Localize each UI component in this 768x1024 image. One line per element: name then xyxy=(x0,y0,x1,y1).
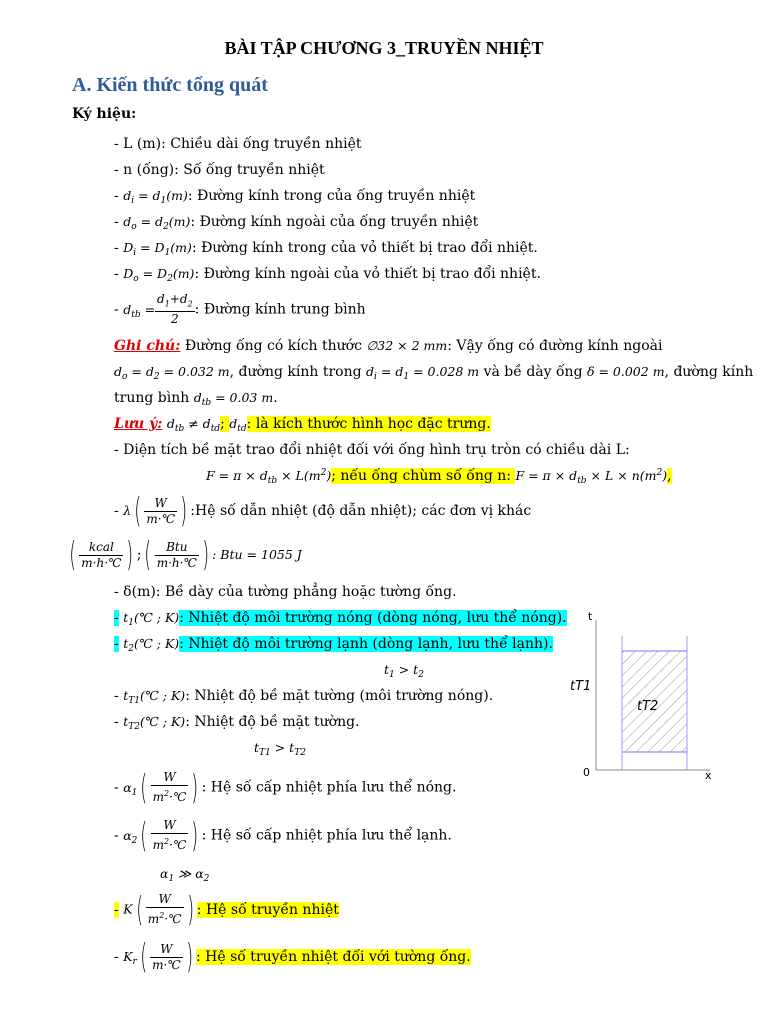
def-dtb: - $d_{tb}$ = $\frac{d_1+d_2}{2}$ : Đường kính trung bình xyxy=(114,292,366,327)
def-do: - $d_o = d_2(m)$: Đường kính ngoài của ống truyền nhiệt xyxy=(114,214,479,232)
luu-y-line: Lưu ý: $d_{tb} \ne d_{td}$; $d_{td}$: là kích thước hình học đặc trưng. xyxy=(114,416,491,434)
def-Kr: - $K_r$( $\frac{W}{m\cdot℃}$ ) : Hệ số truyền nhiệt đối với tường ống. xyxy=(114,937,471,977)
def-t2-text: : Nhiệt độ môi trường lạnh (dòng lạnh, lưu thể lạnh). xyxy=(179,636,553,652)
def-Do: - $D_o = D_2(m)$: Đường kính ngoài của vỏ thiết bị trao đổi nhiệt. xyxy=(114,266,541,284)
section-heading-a: A. Kiến thức tổng quát xyxy=(72,74,268,96)
t-axis-label: t xyxy=(588,610,593,623)
luu-y-label: Lưu ý: xyxy=(114,416,163,432)
def-di: - $d_i = d_1(m)$: Đường kính trong của ống truyền nhiệt xyxy=(114,188,476,206)
def-L: - L (m): Chiều dài ống truyền nhiệt xyxy=(114,136,362,152)
luu-y-text: : là kích thước hình học đặc trưng. xyxy=(246,416,491,432)
note-text-2: : Vậy ống có đường kính ngoài xyxy=(447,338,663,354)
def-tT1: - $t_{T1}(℃$ ; K): Nhiệt độ bề mặt tường (môi trường nóng). xyxy=(114,688,494,706)
temperature-diagram xyxy=(565,608,725,780)
note-text-5: , đường kính xyxy=(664,364,754,380)
def-Di: - $D_i = D_1(m)$: Đường kính trong của vỏ thiết bị trao đổi nhiệt. xyxy=(114,240,538,258)
def-delta: - δ(m): Bề dày của tường phẳng hoặc tường ống. xyxy=(114,584,457,600)
notation-heading: Ký hiệu: xyxy=(72,106,137,122)
note-delta-value: δ = 0.002 m xyxy=(586,364,665,379)
note-text-3: , đường kính trong xyxy=(229,364,367,380)
alpha-compare: $\alpha_1$ ≫ $\alpha_2$ xyxy=(160,866,210,884)
origin-label: 0 xyxy=(583,766,590,779)
t1-gt-t2: $t_1 > t_2$ xyxy=(384,662,424,680)
page-title: BÀI TẬP CHƯƠNG 3_TRUYỀN NHIỆT xyxy=(224,38,544,58)
note-line-1 xyxy=(114,338,662,354)
def-tT1-text: : Nhiệt độ bề mặt tường (môi trường nóng). xyxy=(185,688,494,704)
def-alpha2: - $\alpha_2$( $\frac{W}{m^2\cdot℃}$ ) : Hệ số cấp nhiệt phía lưu thể lạnh. xyxy=(114,815,452,856)
def-tT2-text: : Nhiệt độ bề mặt tường. xyxy=(185,714,360,730)
def-alpha1: - $\alpha_1$( $\frac{W}{m^2\cdot℃}$ ) : Hệ số cấp nhiệt phía lưu thể nóng. xyxy=(114,767,457,808)
def-tT2: - $t_{T2}(℃$ ; K): Nhiệt độ bề mặt tường. xyxy=(114,714,360,732)
x-axis-label: x xyxy=(705,769,712,780)
area-formula: $F = \pi \times d_{tb} \times L(m^2)$; nếu ống chùm số ống n: $F = \pi \times d_{tb} \times L \times n(m^2)$, xyxy=(206,468,672,486)
def-K-text: : Hệ số truyền nhiệt xyxy=(196,901,339,918)
note-line-2: $d_o = d_2 = 0.032$ m, đường kính trong $d_i = d_1 = 0.028$ m và bề dày ống δ = 0.002 m, đường kính xyxy=(114,364,754,382)
tT1-gt-tT2: $t_{T1} > t_{T2}$ xyxy=(254,740,306,758)
def-alpha1-text: : Hệ số cấp nhiệt phía lưu thể nóng. xyxy=(201,779,457,796)
def-t2: - $t_2(℃$ ; K): Nhiệt độ môi trường lạnh (dòng lạnh, lưu thể lạnh). xyxy=(114,636,553,654)
def-do-text: : Đường kính ngoài của ống truyền nhiệt xyxy=(190,214,479,230)
area-mid-text: ; nếu ống chùm số ống n: xyxy=(331,468,516,484)
def-dtb-text: : Đường kính trung bình xyxy=(194,301,366,318)
def-t1-text: : Nhiệt độ môi trường nóng (dòng nóng, lưu thể nóng). xyxy=(179,610,567,626)
def-Kr-text: : Hệ số truyền nhiệt đối với tường ống. xyxy=(196,949,471,965)
def-Do-text: : Đường kính ngoài của vỏ thiết bị trao đổi nhiệt. xyxy=(194,266,541,282)
def-Di-text: : Đường kính trong của vỏ thiết bị trao đổi nhiệt. xyxy=(191,240,538,256)
note-line-3: trung bình $d_{tb} = 0.03$ m. xyxy=(114,390,278,408)
def-alpha2-text: : Hệ số cấp nhiệt phía lưu thể lạnh. xyxy=(201,827,452,844)
area-line-1: - Diện tích bề mặt trao đổi nhiệt đối với ống hình trụ tròn có chiều dài L: xyxy=(114,442,630,458)
tT2-label: tT2 xyxy=(637,699,659,714)
note-text-6: trung bình xyxy=(114,390,194,406)
def-lambda: - λ( $\frac{W}{m\cdot℃}$ ) :Hệ số dẫn nhiệt (độ dẫn nhiệt); các đơn vị khác xyxy=(114,491,532,531)
note-text-4: và bề dày ống xyxy=(479,364,587,380)
def-t1: - $t_1(℃$ ; K): Nhiệt độ môi trường nóng (dòng nóng, lưu thể nóng). xyxy=(114,610,567,628)
btu-conversion: : Btu = 1055 J xyxy=(212,547,302,562)
note-di-value: = 0.028 m xyxy=(413,364,480,379)
note-do-value: = 0.032 m xyxy=(163,364,230,379)
other-units: ( $\frac{\text{kcal}}{m\cdot h\cdot℃}$ ) ;( $\frac{\text{Btu}}{m\cdot h\cdot℃}$ ) : Btu = 1055 J xyxy=(69,535,302,575)
tT1-label: tT1 xyxy=(570,679,592,694)
def-di-text: : Đường kính trong của ống truyền nhiệt xyxy=(187,188,476,204)
note-text-1: Đường ống có kích thước xyxy=(180,338,367,354)
def-lambda-text: :Hệ số dẫn nhiệt (độ dẫn nhiệt); các đơn vị khác xyxy=(190,503,532,519)
note-dtb-value: = 0.03 m xyxy=(215,390,274,405)
def-n: - n (ống): Số ống truyền nhiệt xyxy=(114,162,325,178)
note-dimension: ∅32 × 2 mm xyxy=(366,338,448,353)
def-K: - K( $\frac{W}{m^2\cdot℃}$ ) : Hệ số truyền nhiệt xyxy=(114,889,339,930)
dtb-fraction: $\frac{d_1+d_2}{2}$ xyxy=(157,292,193,327)
note-label: Ghi chú: xyxy=(114,338,181,354)
